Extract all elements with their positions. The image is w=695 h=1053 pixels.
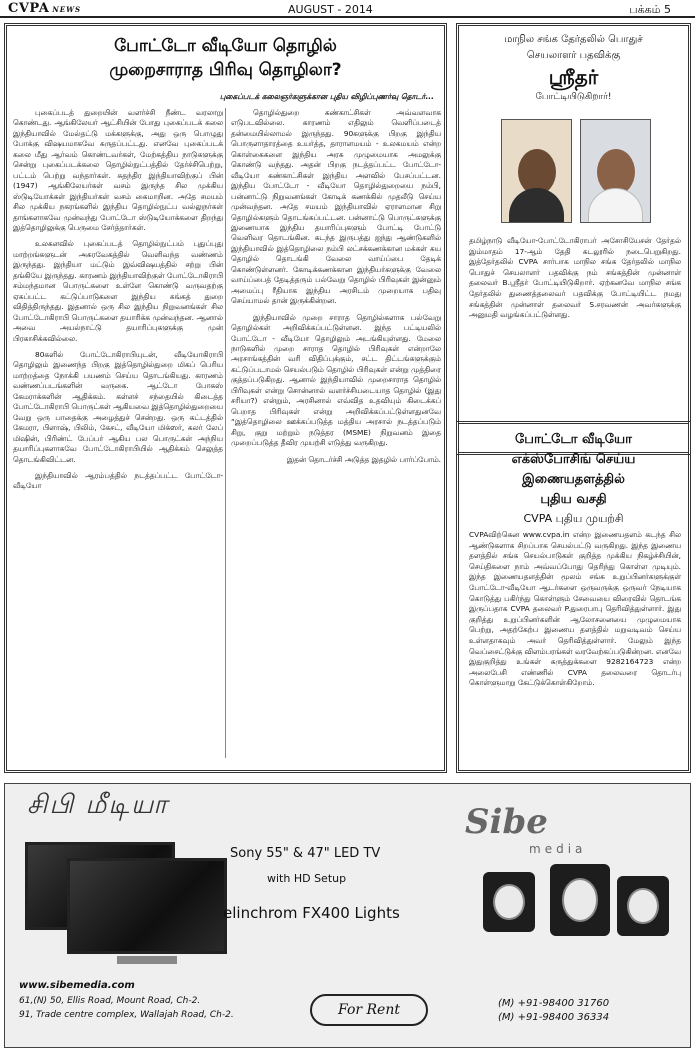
website-heading <box>459 430 688 510</box>
ad-product-setup: with HD Setup <box>267 872 347 885</box>
website-news-box <box>456 421 691 773</box>
studio-light-image <box>617 876 669 936</box>
sibe-media-logo-sub: media <box>529 842 587 856</box>
issue-date: AUGUST - 2014 <box>288 3 373 16</box>
website-heading-line-4: புதிய வசதி <box>540 492 607 507</box>
election-body: தமிழ்நாடு வீடியோ-போட்டோகிராபர் அசோசியேசன் தேர்தல் இம்மாதம் 17-ஆம் தேதி கடலூரில் நடைபெறுகிறது. இத்தேர்தலில் CVPA சார்பாக மாநில சங்க தேர்தலில் மாநில பொதுச் செயலாளர் பதவிக்கு நம் சங்கத்தின் முன்னாள் தலைவர் B.ஸ்ரீதர் போட்டியிடுகிறார். ஏற்கனவே மாநில சங்க தேர்தலில் துணைத்தலைவர் பதவிக்கு போட்டியிட்ட நமது சங்கத்தின் முன்னாள் தலைவர் S.சரவணன் அவர்களுக்கு அனுமதி வழங்கப்பட்டுள்ளது. <box>469 236 681 320</box>
leader-photo <box>580 119 651 223</box>
article-paragraph: புகைப்படத் துறையின் வளர்ச்சி நீண்ட வரலாறு கொண்டது. ஆங்கிலேயர் ஆட்சியின் போது புகைப்படக் கலை இந்தியாவில் மேல்தட்டு மக்களுக்கு, அது ஒரு பொழுது போக்கு விஷயமாகவே கருதப்பட்டது. எனவே புகைப்படக் கலை மீது ஆர்வம் கொண்டவர்கள், மேற்கத்திய நாடுகளுக்கு சென்று புகைப்படக்கலை தொழில்நுட்பத்தில் தேர்ச்சிபெற்று, பட்டம் பெற்று வந்தார்கள். சுதந்திர இந்தியாவிற்குப் பின் (1947) ஆங்கிலேயர்கள் வசம் இருந்த சில முக்கிய ஸ்டுடியோக்கள் இந்தியர்கள் வசம் கைமாறின. அதே சமயம் சில முக்கிய நகரங்களில் இந்திய தொழில்நுட்ப வல்லுநர்கள் தாங்களாகவே முன்வந்து போட்டோ ஸ்டுடியோக்களை திறந்து இத்தொழிலுக்கு பெருமை சேர்த்தார்கள். <box>13 108 223 232</box>
page-number: பக்கம் 5 <box>629 3 671 16</box>
advertisement <box>4 783 691 1048</box>
ad-product-lights: elinchrom FX400 Lights <box>223 904 400 922</box>
article-paragraph: 80களில் போட்டோகிராபியுடன், வீடியோகிராபி தொழிலும் இணைந்த பிறகு இத்தொழில்துறை மிகப் பெரிய மாற்றத்தை நோக்கி பயணம் செய்ய தொடங்கியது. காரணம் வண்ணப்படங்களின் வருகை. ஆட்டோ போகஸ் கேமராக்களின் ஆதிக்கம். கள்ளச் சந்தையில் கிடைத்த போட்டோகிராபி பொருட்கள் ஆகியவை இத்தொழில்துறையை வேறு ஒரு பாதைக்கு அழைத்துச் சென்றது. ஒரு கட்டத்தில் கேமரா, பிளாஷ், பிலிம், கேசட், வீடியோ மிக்ஸர், கலர் லேப் மிஷின், பிரிண்ட் பேப்பர் ஆகிய பல பொருட்கள் அந்நிய தயாரிப்புகளாகவே போட்டோகிராபியில் ஆதிக்கம் செலுத்த தொடங்கிவிட்டன. <box>13 349 223 464</box>
article-paragraph: உலகளவில் புகைப்படத் தொழில்நுட்பம் புதுப்புது மாற்றங்களுடன் அசுரவேகத்தில் வெளிவந்த வண்ணம் இருந்தது. இந்தியா மட்டும் இவ்விஷயத்தில் சற்று பின் தங்கியே இருந்தது. காரணம் இந்தியாவிற்குள் போட்டோகிராபி சம்மந்தமான பொருட்களை உள்ளே கொண்டு வருவதற்கு ஏகப்பட்ட கட்டுப்பாடுகளை இந்திய சுங்கத் துறை விதித்திருந்தது. இதனால் ஒரு சில இந்திய நிறுவனங்கள் சில போட்டோகிராபி பொருட்களை தயாரிக்க முன்வந்தன. ஆனால் அவை அயல்நாட்டு தயாரிப்புகளுக்கு முன் பிரகாசிக்கவில்லை. <box>13 239 223 343</box>
logo-sub: NEWS <box>52 5 82 14</box>
website-body: CVPAவிற்கென www.cvpa.in என்ற இணையதளம் கடந்த சில ஆண்டுகளாக சிறப்பாக செயல்பட்டு வருகிறது. இந்த இணைய தளத்தில் சங்க செயல்பாடுகள் குறித்த முக்கிய நிகழ்ச்சியின், செய்திகளை நாம் அவ்வப்போது தெரிந்து கொள்ள முடியும். இந்த இணையதளத்தின் மூலம் சங்க உறுப்பினர்களுக்குள் போட்டோ-வீடியோ ஆடர்களை ஒருவருக்கு ஒருவர் நேடியாக கொடுத்து பகிர்ந்து கொள்ளும் சேவையை விரைவில் தொடங்க இருப்பதாக CVPA தலைவர் P.துரைபாபு தெரிவித்துள்ளார். இது குறித்து உறுப்பினர்களின் ஆலோசனையை முழுமையாக பெற்று, அதற்கேற்ப இணைய தளத்தில் மறுவடிவம் செய்ய உள்ளதாகவும் அவர் தெரிவித்துள்ளார். மேலும் இந்த வெப்சைட்டுக்கு விளம்பரங்கள் வரவேற்கப்படுகின்றன. எனவே இதுகுறித்து உங்கள் கருத்துக்களை 9282164723 என்ற அலைபேசி எண்ணில் CVPA தலைவரை தொடர்பு கொள்ளுமாறு கேட்டுக்கொள்கிறோம். <box>469 530 681 688</box>
candidate-photos <box>501 119 651 223</box>
election-heading <box>459 32 688 64</box>
headline-line-2: முறைசாராத பிரிவு தொழிலா? <box>109 60 342 80</box>
article-column-left <box>13 108 223 498</box>
ad-brand-tamil: சிபி மீடியா <box>27 790 169 820</box>
website-heading-line-3: இணையதளத்தில் <box>522 472 625 487</box>
newsletter-logo <box>8 1 81 16</box>
ad-website: www.sibemedia.com <box>19 980 135 991</box>
ad-address-2: 91, Trade centre complex, Wallajah Road, Ch-2. <box>19 1010 234 1020</box>
studio-light-image <box>483 872 535 932</box>
article-continued: இதன் தொடர்ச்சி அடுத்த இதழில் பார்ப்போம். <box>286 454 441 464</box>
tv-image <box>67 858 227 954</box>
website-heading-line-2: எக்ஸ்போசிங் செய்ய <box>511 452 636 467</box>
candidate-name: ஸ்ரீதர் <box>548 65 599 89</box>
website-subtitle: CVPA புதிய முயற்சி <box>523 512 624 525</box>
headline-line-1: போட்டோ வீடியோ தொழில் <box>114 36 337 56</box>
election-news-box <box>456 23 691 455</box>
ad-address-1: 61,(N) 50, Ellis Road, Mount Road, Ch-2. <box>19 996 201 1006</box>
column-divider <box>225 108 226 758</box>
tv-stand <box>117 956 177 964</box>
sibe-media-logo: Sibe <box>465 802 548 842</box>
studio-light-image <box>550 864 610 936</box>
article-column-right <box>231 108 441 471</box>
website-heading-line-1: போட்டோ வீடியோ <box>515 432 632 447</box>
article-paragraph: இந்தியாவில் ஆரம்பத்தில் நடத்தப்பட்ட போட்டோ-வீடியோ <box>13 470 223 491</box>
ad-phone-1: (M) +91-98400 31760 <box>498 998 610 1009</box>
article-subhead: புகைப்படக் கலைஞர்களுக்கான புதிய விழிப்புணர்வு தொடர்... <box>219 92 434 101</box>
page-header <box>0 0 695 18</box>
article-paragraph: தொழில்துறை கண்காட்சிகள் அவ்வளவாக எடுபடவில்லை. காரணம் எதிலும் வெளிப்படைத் தன்மையில்லாமல் இருந்தது. 90களுக்கு பிறகு இந்திய பொருளாதாரத்தை உயர்த்த, தாராளமயம் - உலகமயம் என்ற கொள்கைகளை இந்திய அரசு முழுமையாக அமலுக்கு கொண்டு வந்தது. அதன் பிறகு நடத்தப்பட்ட போட்டோ-வீடியோ கண்காட்சிகள் இந்திய அளவில் பேசப்பட்டன. இந்திய போட்டோ - வீடியோ தொழில்துறையை நம்பி, பன்னாட்டு நிறுவனங்கள் கோடிக் கணக்கில் முதலீடு செய்ய முன்வந்தன. அதே சமயம் இந்தியாவில் ஏராளமான சிறு தொழில்களும் தொடங்கப்பட்டன. பன்னாட்டு பொருட்களுக்கு இணையாக இந்திய தயாரிப்புகளும் போட்டி போட்டு வெளிவர தொடங்கின. கடந்த இருபத்து ஐந்து ஆண்டுகளில் இந்தியாவில் இத்தொழிலை நம்பி லட்சக்கணக்கான மக்கள் சுய தொழில் தொடங்கி வேலை வாய்ப்பை தேடிக் கொண்டுள்ளனர். கோடிக்கணக்கான இந்தியர்களுக்கு வேலை வாய்ப்பைத் தேடித்தரும் பல்வேறு தொழில் பிரிவுகள் இன்னும் அமைப்பு ரீதியாக இந்திய அரசிடம் முறையாக பதிவு செய்யாமல் தான் இருக்கின்றன. <box>231 108 441 306</box>
election-heading-line-1: மாநில சங்க தேர்தலில் பொதுச் <box>504 34 643 45</box>
election-heading-line-2: செயலாளர் பதவிக்கு <box>526 50 621 61</box>
main-article <box>4 23 447 773</box>
logo-text: CVPA <box>8 1 50 16</box>
candidate-photo <box>501 119 572 223</box>
ad-phone-2: (M) +91-98400 36334 <box>498 1012 610 1023</box>
candidate-subtitle: போட்டியிடுகிறார்! <box>535 92 612 102</box>
article-headline <box>7 34 444 82</box>
ad-product-tv: Sony 55" & 47" LED TV <box>230 846 381 861</box>
article-paragraph: இந்தியாவில் முறை சாராத தொழில்களாக பல்வேறு தொழில்கள் அறிவிக்கப்பட்டுள்ளன. இந்த பட்டியலில் போட்டோ - வீடியோ தொழிலும் அடங்கியுள்ளது. மேலை நாடுகளில் முறை சாராத தொழில் பிரிவுகள் என்றாலே அரசாங்கத்தின் வரி விதிப்புக்கும், சட்ட திட்டங்களுக்கும் கட்டுப்படாமல் செயல்படும் தொழில் பிரிவுகள் என்று முத்திரை குத்தப்படுகிறது. ஆனால் இந்தியாவில் முறைசாராத தொழில் பிரிவுகள் என்று சொன்னால் வளர்ச்சியடையாத தொழில் (இது சரியா?) என்றும், அரசினால் எவ்வித உதவியும் கிடைக்கப் பெறாத பிரிவுகள் என்று அறிவிக்கப்பட்டுள்ளதுனவே “இத்தொழிலை ஊக்கப்படுத்த மத்திய அரசால் நடத்தப்படும் சிறு, குறு மற்றும் நடுத்தர (MSME) நிறுவனம் இதை முறைப்படுத்த தீவிர முயற்சி எடுத்து வருகிறது. <box>231 312 441 448</box>
for-rent-badge: For Rent <box>310 994 428 1026</box>
